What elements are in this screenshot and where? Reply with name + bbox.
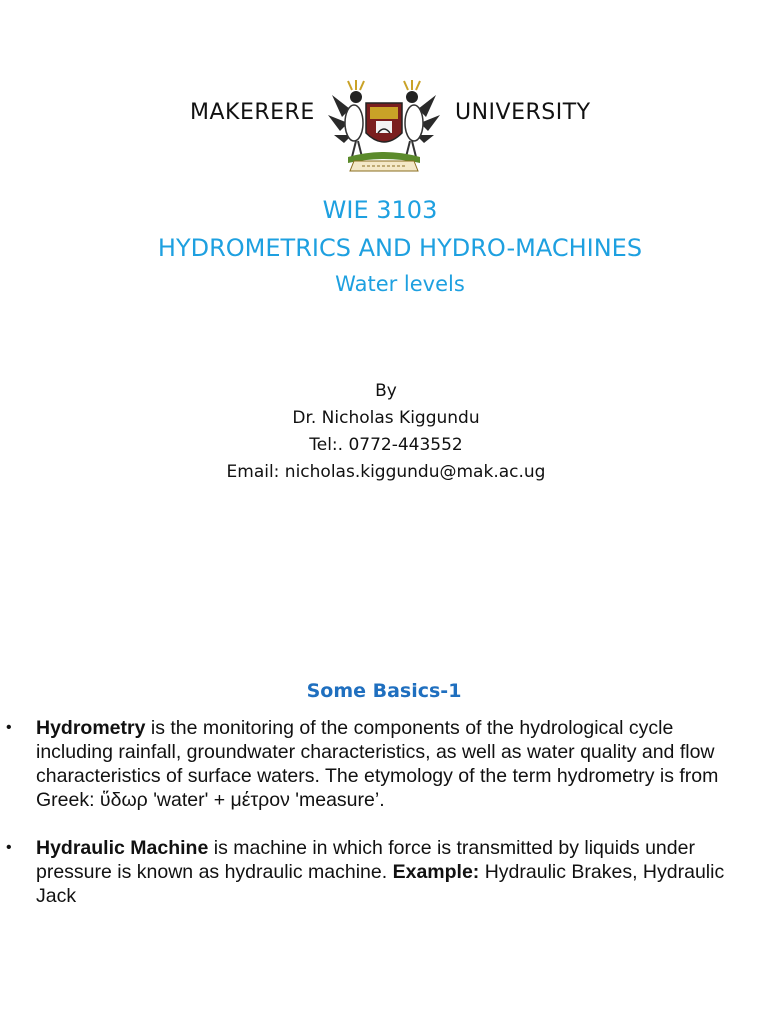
author-name: Dr. Nicholas Kiggundu — [292, 408, 480, 428]
bullet-hydraulic-machine — [0, 836, 768, 908]
makerere-university-crest-icon — [326, 75, 442, 175]
course-name: HYDROMETRICS AND HYDRO-MACHINES — [157, 234, 643, 262]
author-block — [0, 378, 768, 486]
term-hydraulic-machine: Hydraulic Machine — [36, 837, 209, 859]
hydrometry-definition: is the monitoring of the components of the hydrological cycle including rainfall, groundwater characteristics, as well as water quality and flow characteristics of surface waters. The etymology of the term hydrometry is from Greek: ὕδωρ 'water' + μέτρον 'measure’. — [36, 717, 719, 811]
bullet-list — [0, 716, 768, 908]
example-label: Example: — [392, 861, 480, 883]
course-code: WIE 3103 — [322, 196, 438, 224]
hydraulic-machine-definition: is machine in which force is transmitted by liquids under pressure is known as hydraulic machine. — [36, 837, 695, 883]
author-email: Email: nicholas.kiggundu@mak.ac.ug — [226, 462, 546, 482]
bullet-marker: • — [6, 839, 12, 856]
university-name-left: MAKERERE — [190, 100, 315, 125]
bullet-marker: • — [6, 719, 12, 736]
term-hydrometry: Hydrometry — [36, 717, 146, 739]
author-telephone: Tel:. 0772-443552 — [309, 435, 463, 455]
lecture-topic: Water levels — [335, 272, 465, 296]
basics-slide — [0, 640, 768, 1024]
example-text: Hydraulic Brakes, Hydraulic Jack — [36, 861, 725, 907]
university-name-right: UNIVERSITY — [455, 100, 591, 125]
bullet-hydrometry — [0, 716, 768, 812]
section-title: Some Basics-1 — [306, 680, 462, 702]
by-label: By — [375, 381, 397, 401]
